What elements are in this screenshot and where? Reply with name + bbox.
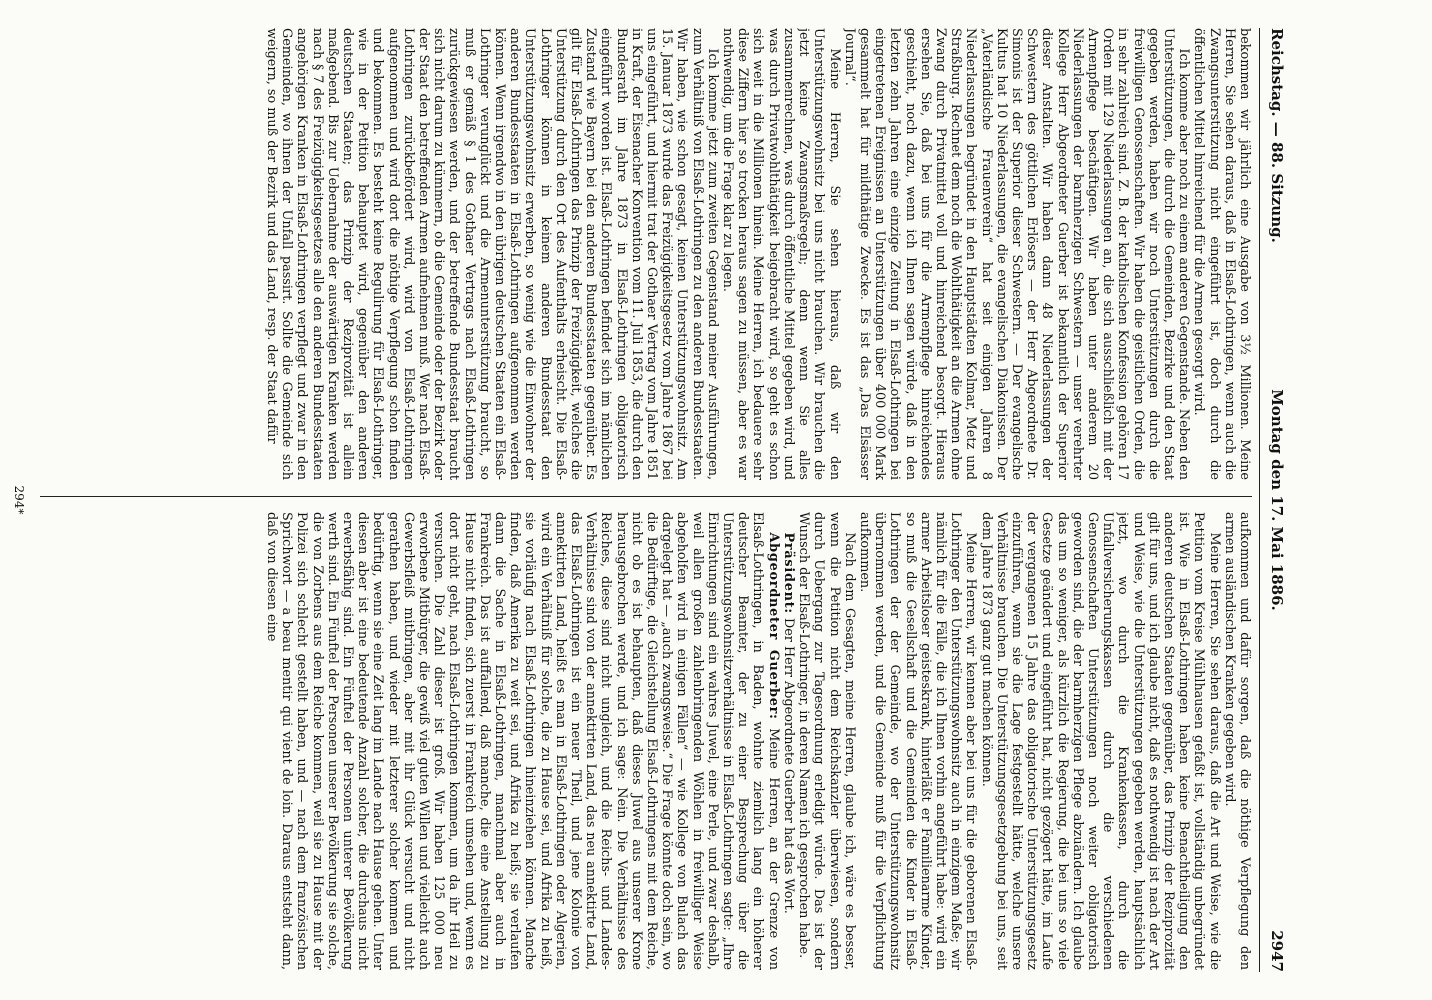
paragraph: bekommen wir jährlich eine Ausgabe von 3½ Millionen. Meine Herren, Sie sehen daraus, daß in Elsaß-Lothringen, wenn auch die Zwangsunterstützung nicht eingeführt ist, doch durch die öffentlichen Mittel hinreichend für die Armen gesorgt wird.	[1191, 28, 1252, 480]
speaker-name: Präsident:	[780, 532, 796, 614]
page-header	[1262, 28, 1286, 972]
paragraph: aufkommen und dafür sorgen, daß die nöthige Verpflegung den armen ausländischen Kranken gegeben wird.	[1221, 512, 1252, 970]
header-rule	[1259, 28, 1260, 972]
paragraph: Meine Herren, Sie sehen hieraus, daß wir den Unterstützungswohnsitz bei uns nicht brauchen. Wir brauchen die jetzt keine Zwangsmaßregeln; denn wenn Sie alles zusammenrechnen, was durch öffentliche Mittel gegeben wird, und was durch Privatwohlthätigkeit beigebracht wird, so geht es schon sich weit in die Millionen hinein. Meine Herren, ich bedauere sehr diese Ziffern hier so trocken heraus sagen zu müssen, aber es war nothwendig, um die Frage klar zu legen.	[720, 28, 842, 480]
paragraph: Meine Herren, wir kennen aber bei uns für die geborenen Elsaß-Lothringer den Unterstützungswohnsitz auch in einzigem Maße; wir nämlich für die Fälle, die ich Ihnen vorhin angeführt habe: wird ein armer Arbeitsloser geisteskrank, hinterläßt er Familienarme Kinder, so muß die Gesellschaft und die Gemeinden die Kinder in Elsaß-Lothringen der der Gemeinde, wo der Unterstützungswohnsitz übernommen werden, und die Gemeinde muß für die Verpflichtung aufkommen.	[856, 512, 979, 970]
paragraph: Ich komme aber noch zu einem anderen Gegenstande. Neben den Unterstützungen, die durch die Gemeinden, Bezirke und den Staat gegeben werden, haben wir noch Unterstützungen durch die freiwilligen Genossenschaften. Wir haben die geistlichen Orden, die in sehr zahlreich sind. Z. B. der katholischen Konfession gehören 17 Orden mit 129 Niederlassungen an, die sich ausschließlich mit der Armenpflege beschäftigen. Wir haben unter anderem 20 Niederlassungen der barmherzigen Schwestern — unser verehrter Kollege Herr Abgeordneter Guerber ist bekanntlich der Superior dieser Anstalten. Wir haben dann 48 Niederlassungen der Schwestern des göttlichen Erlösers — der Herr Abgeordnete Dr. Simonis ist der Superior dieser Schwestern. — Der evangelische Kultus hat 10 Niederlassungen, die evangelischen Diakonissen. Der „Vaterländische Frauenverein“ hat seit einigen Jahren 8 Niederlassungen begründet in den Hauptstädten Kolmar, Metz und Straßburg. Rechnet dem noch die Wohlthätigkeit an die Armen ohne Zwang durch Privatmittel voll und hinreichend besorgt. Hieraus ersehen Sie, daß bei uns für die Armenpflege hinreichendes geschieht, noch dazu, wenn ich Ihnen sagen würde, daß in den letzten zehn Jahren eine einzige Zeitung in Elsaß-Lothringen bei eingetretenen Ereignissen an Unterstützungen über 400 000 Mark gesammelt hat für mildthätige Zwecke. Es ist das „Das Elsässer Journal“.	[841, 28, 1192, 480]
signature-mark: 294*	[12, 485, 26, 515]
header-date: Montag den 17. Mai 1886.	[1268, 389, 1286, 611]
left-column	[32, 28, 1252, 480]
paragraph-text: Meine Herren, an der Grenze von Elsaß-Lothringen, in Baden, wohnte ziemlich lang ein höherer deutscher Beamter, der zu einer Besprechung über die Unterstützungswohnsitzverhältnisse in Elsaß-Lothringen sagte: „Ihre Einrichtungen sind ein wahres Juwel, eine Perle, und zwar deshalb, weil allen großen zahlenbringenden Wöhlen in freiwilliger Weise abgeholfen wird in einigen Fällen“ — wie Kollege von Bulach das dargelegt hat — „auch zwangsweise.“ Die Frage könnte doch sein, wo die Bedürftige, die Gleichstellung Elsaß-Lothringens mit dem Reiche, nicht ob es ist behaupten, daß dieses Juwel aus unserer Krone herausgebrochen werde, und ich sage: Nein. Die Verhältnisse des Reiches, diese sind nicht ungleich, und die Reichs- und Landes- Verhältnisse sind von der annektirten Land, das neu annektirte Land, das Elsaß-Lothringen ist ein neuer Theil, und jene Kolonie von annektirten Land, heißt es man in Elsaß-Lothringen oder Algerien, wird ein Verhältniß für solche, die zu Hause sei, und Afrika zu heiß, sie vorläufig nach Elsaß-Lothringen hineinziehen können. Manche finden, daß Amerika zu weit sei, und Afrika zu heiß; sie verlaufen dann die Sache in Elsaß-Lothringen, manchmal aber auch in Frankreich. Das ist auffallend, daß manche, die eine Anstellung zu Hause nicht finden, sich zuerst in Frankreich umsehen und, wenn es dort nicht geht, nach Elsaß-Lothringen kommen, um da ihr Heil zu versuchen. Die Zahl dieser ist groß. Wir haben 125 000 neu erworbene Mitbürger, die gewiß viel guten Willen und vielleicht auch Gewerbsfleiß mitbringen, aber mit ihr Glück versucht und nicht gerathen haben, und wieder mit letzterer solcher kommen und bedürftig, wenn sie eine Zeit lang im Lande nach Hause gehen. Unter diesen aber ist eine bedeutende Anzahl solcher, die durchaus nicht erwerbsfähig sind. Ein Fünftel der Personen unterer Bevölkerung werth sind. Ein Fünftel der Personen unserer Bevölkerung sie solche, die von Zorbens aus dem Reiche kommen, weil sie zu Hause mit der Polizei sich schlecht gestellt haben, und — nach dem französischen Sprichwort — a beau mentir qui vient de loin. Daraus entsteht dann, daß von diesen eine	[264, 512, 781, 970]
header-left: Reichstag. — 88. Sitzung.	[1268, 28, 1286, 243]
column-divider	[40, 496, 1252, 497]
paragraph: Meine Herren, Sie sehen daraus, daß die Art und Weise, wie die Petition vom Kreise Mühlhausen gefaßt ist, vollständig unbegründet ist. Wie in Elsaß-Lothringen haben keine Benachtheiligung den anderen deutschen Staaten gegenüber, das Prinzip der Reziprozität gilt für uns, und ich glaube nicht, daß es nothwendig ist nach der Art und Weise, wie die Unterstützungen gegeben werden, hauptsächlich jetzt, wo durch die Krankenkassen, durch die Unfallversicherungskassen durch die verschiedenen Genossenschaften Unterstützungen noch weiter obligatorisch geworden sind, die der barmherzigen Pflege abzuändern. Ich glaube das um so weniger, als kürzlich die Regierung, die bei uns so viele Gesetze geändert und eingeführt hat, nicht gezögert hätte, im Laufe der vergangenen 15 Jahre das obligatorische Unterstützungsgesetz einzuführen, wenn sie die Lage festgestellt hätte, welche unsere Verhältnisse brauchen. Die Unterstützungsgesetzgebung bei uns, seit dem Jahre 1873 ganz gut machen können.	[978, 512, 1222, 970]
right-column	[32, 512, 1252, 970]
paragraph	[264, 512, 781, 970]
paragraph: Nach dem Gesagten, meine Herren, glaube ich, wäre es besser, wenn die Petition nicht dem Reichskanzler überwiesen, sondern durch Uebergang zur Tagesordnung erledigt würde. Das ist der Wunsch der Elsaß-Lothringer, in deren Namen ich gesprochen habe.	[796, 512, 857, 970]
speaker-name: Abgeordneter Guerber:	[765, 532, 781, 720]
page-number: 2947	[1268, 930, 1286, 972]
paragraph: Ich komme jetzt zum zweiten Gegenstand meiner Ausführungen, zum Verhältniß von Elsaß-Lothringen zu den anderen Bundesstaaten. Wir haben, wie schon gesagt, keinen Unterstützungswohnsitz. Am 15. Januar 1873 wurde das Freizügigkeitsgesetz vom Jahre 1867 bei uns eingeführt, und hiermit trat der Gothaer Vertrag vom Jahre 1851 in Kraft, der Eisenacher Konvention vom 11. Juli 1853, die durch den Bundesrath im Jahre 1873 in Elsaß-Lothringen obligatorisch eingeführt worden ist. Elsaß-Lothringen befindet sich im nämlichen Zustand wie Bayern bei den anderen Bundesstaaten gegenüber. Es gilt für Elsaß-Lothringen das Prinzip der Freizügigkeit, welches die Unterstützung durch den Ort des Aufenthalts erheischt. Die Elsaß-Lothringer können in keinem anderen Bundesstaat den Unterstützungswohnsitz erwerben, so wenig wie die Einwohner der anderen Bundesstaaten in Elsaß-Lothringen aufgenommen werden können. Wenn irgendwo in den übrigen deutschen Staaten ein Elsaß-Lothringer verunglückt und die Armenunterstützung braucht, so muß er gemäß § 1 des Gothaer Vertrags nach Elsaß-Lothringen zurückgewiesen werden, und der betreffende Bundesstaat braucht sich nicht darum zu kümmern, ob die Gemeinde oder der Bezirk oder der Staat den betreffenden Armen aufnehmen muß. Wer nach Elsaß-Lothringen zurückbefördert wird, wird von Elsaß-Lothringen aufgenommen und wird dort die nöthige Verpflegung schon finden und bekommen. Es besteht keine Regulirung für Elsaß-Lothringer, wie in der Petition behauptet wird, gegenüber den anderen deutschen Staaten; das Prinzip der Reziprozität ist allein maßgebend. Bis zur Uebernahme der auswärtigen Kranken werden nach § 7 des Freizügigkeitsgesetzes alle den anderen Bundesstaaten angehörigen Kranken in Elsaß-Lothringen verpflegt und zwar in den Gemeinden, wo ihnen der Unfall passirt. Sollte die Gemeinde sich weigern, so muß der Bezirk und das Land, resp. der Staat dafür	[264, 28, 720, 480]
paragraph	[781, 512, 796, 970]
paragraph-text: Der Herr Abgeordnete Guerber hat das Wort.	[780, 613, 796, 914]
